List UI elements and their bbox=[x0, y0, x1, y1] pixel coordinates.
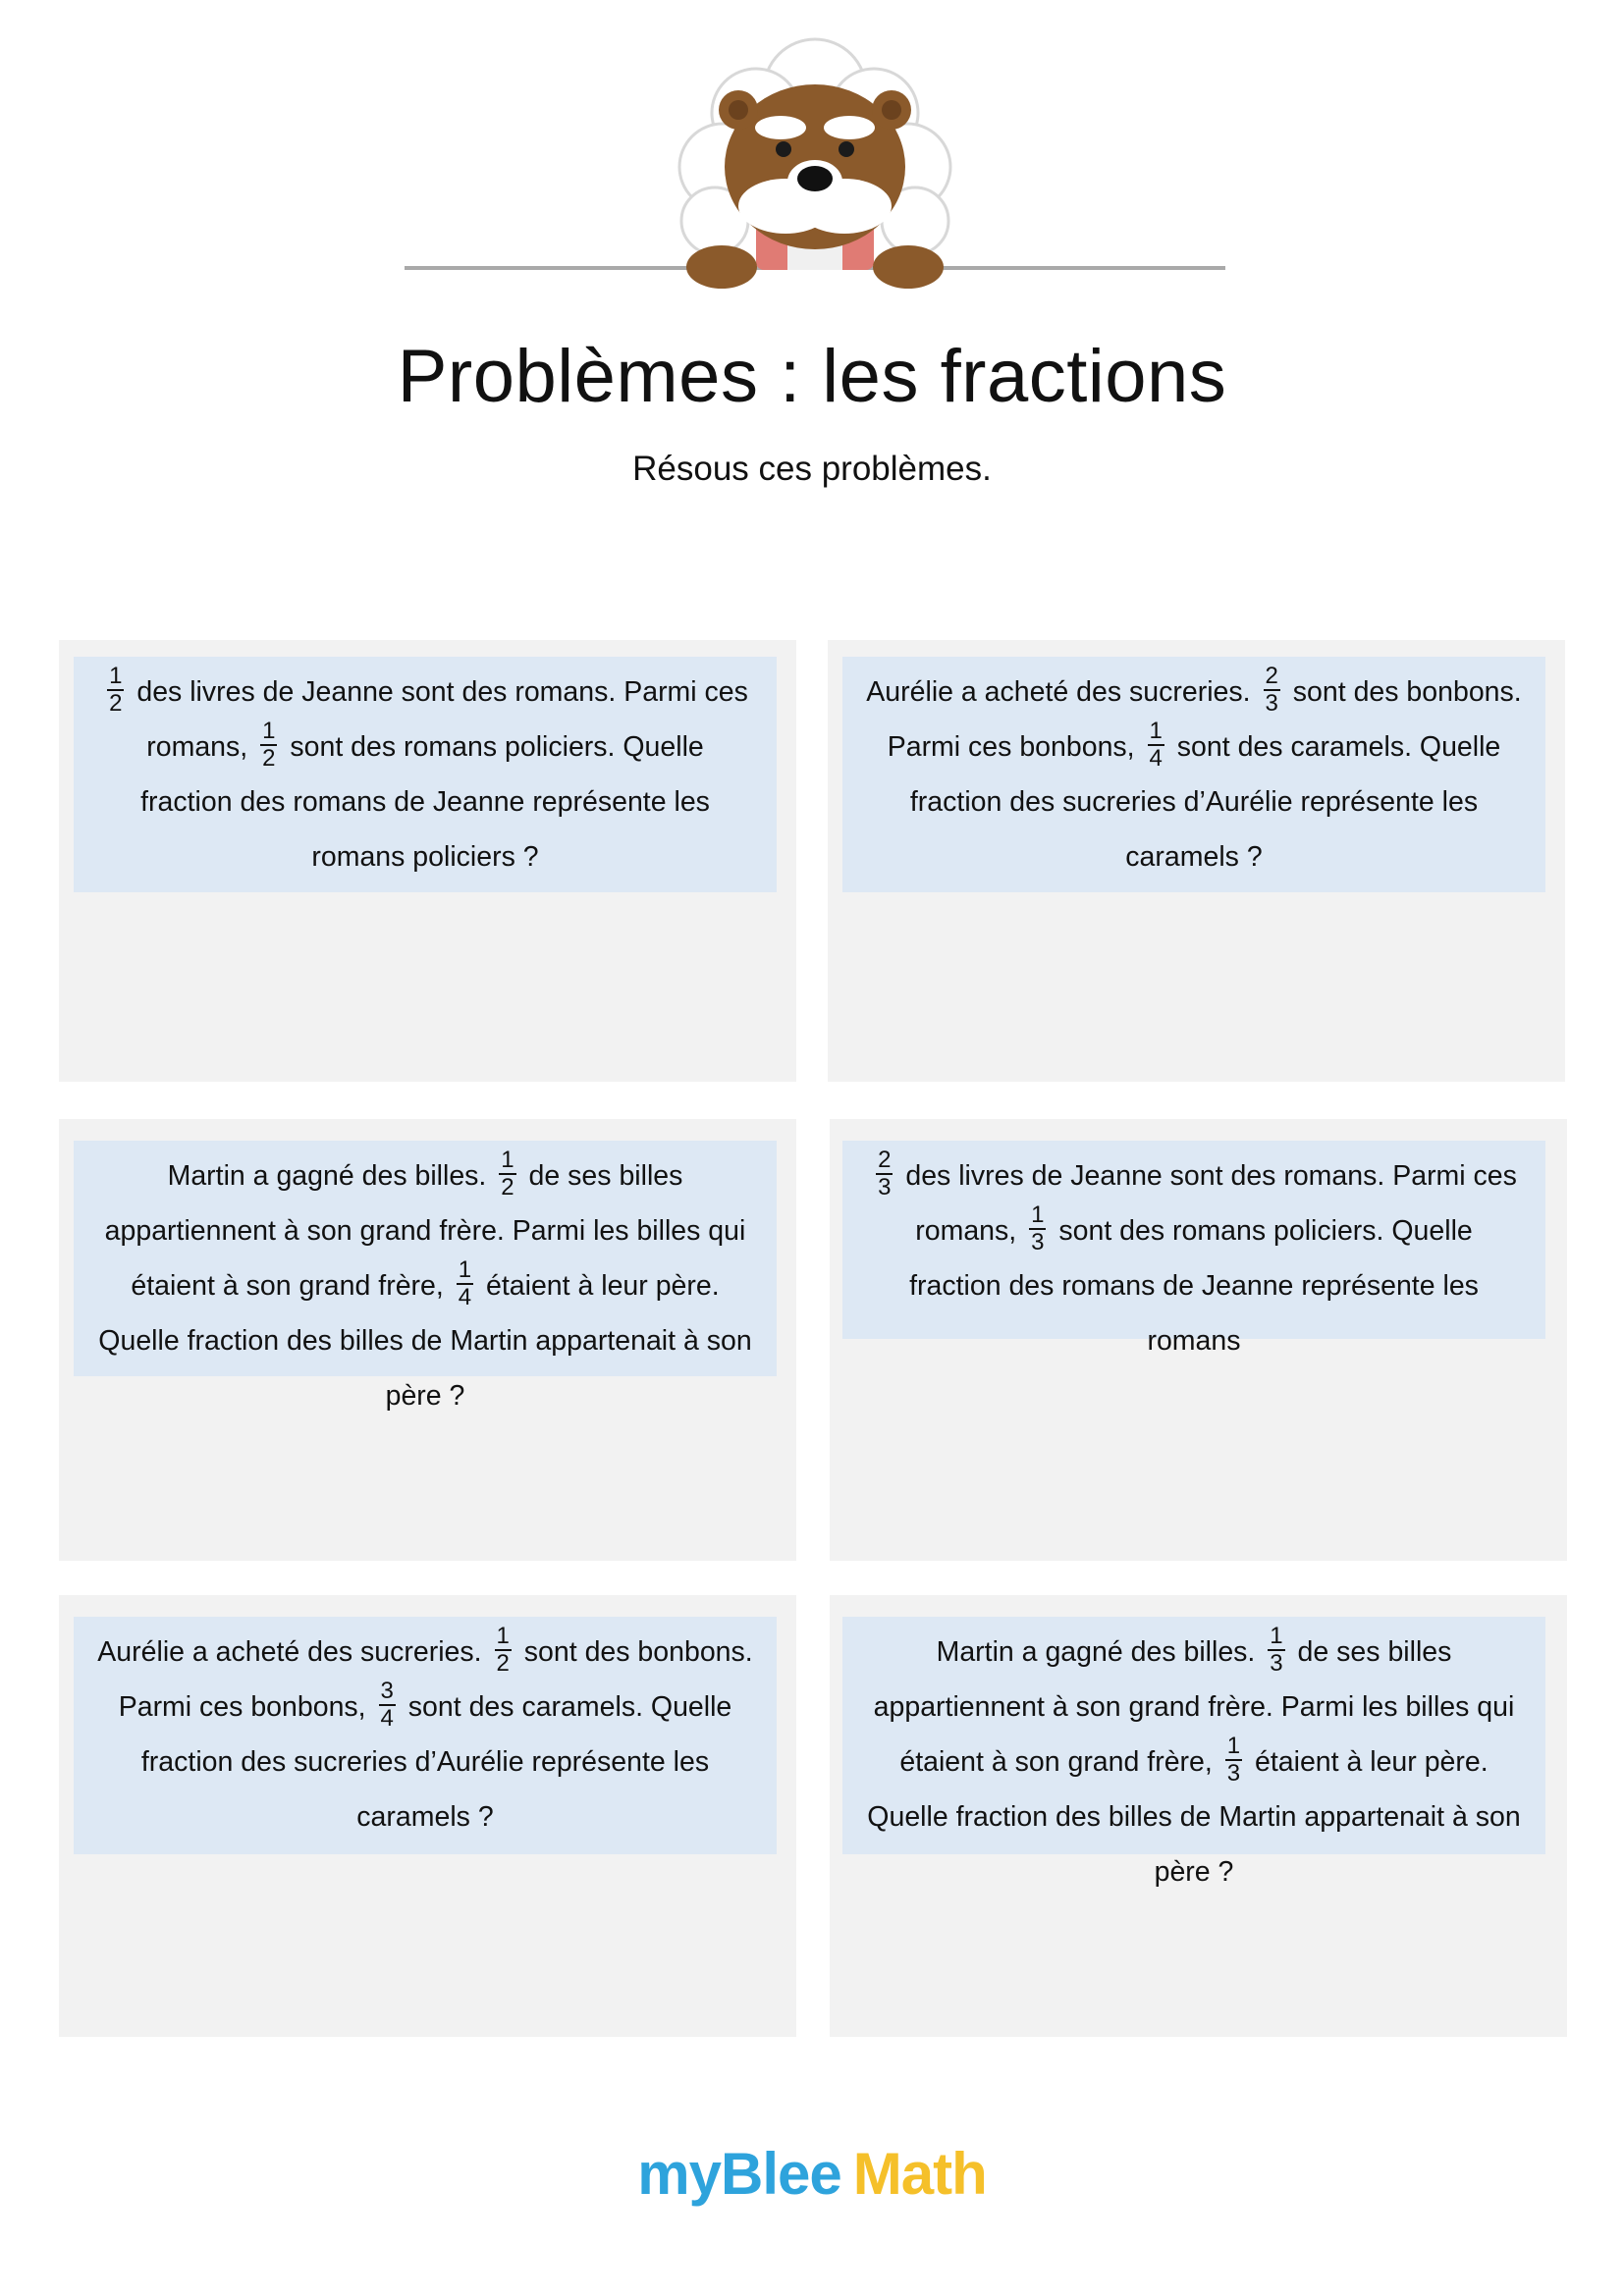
problem-text: Martin a gagné des billes. bbox=[167, 1160, 495, 1192]
logo-blee: Blee bbox=[720, 2141, 841, 2207]
fraction-numerator: 1 bbox=[1226, 1733, 1241, 1760]
problem-statement bbox=[74, 1141, 777, 1412]
fraction bbox=[876, 1148, 893, 1200]
fraction-numerator: 3 bbox=[380, 1678, 394, 1705]
problem-text: Martin a gagné des billes. bbox=[936, 1636, 1264, 1668]
problem-card bbox=[830, 1119, 1567, 1561]
fraction-numerator: 2 bbox=[878, 1147, 892, 1174]
problem-text: Aurélie a acheté des sucreries. bbox=[866, 676, 1259, 708]
fraction-denominator: 2 bbox=[262, 745, 276, 773]
bear-mascot-illustration bbox=[403, 20, 1227, 304]
problem-text: sont des bonbons. Parmi ces bonbons, bbox=[118, 1636, 753, 1723]
problem-text: de ses billes appartiennent à son grand frère. Parmi les billes qui étaient à son grand frère, bbox=[104, 1160, 746, 1302]
problem-text: sont des caramels. Quelle fraction des sucreries d’Aurélie représente les caramels ? bbox=[140, 1691, 732, 1833]
problem-text: sont des caramels. Quelle fraction des sucreries d’Aurélie représente les caramels ? bbox=[909, 731, 1501, 873]
fraction bbox=[379, 1680, 396, 1731]
problem-text: de ses billes appartiennent à son grand frère. Parmi les billes qui étaient à son grand frère, bbox=[873, 1636, 1515, 1778]
problem-text: sont des romans policiers. Quelle fraction des romans de Jeanne représente les romans bbox=[909, 1215, 1479, 1357]
problem-statement bbox=[842, 1617, 1545, 1888]
problem-statement bbox=[74, 657, 777, 892]
mybleemath-logo bbox=[0, 2140, 1624, 2208]
problem-text: Aurélie a acheté des sucreries. bbox=[97, 1636, 490, 1668]
fraction bbox=[1225, 1735, 1242, 1786]
problem-text: étaient à leur père. Quelle fraction des billes de Martin appartenait à son père ? bbox=[98, 1270, 752, 1412]
fraction bbox=[499, 1148, 515, 1200]
fraction bbox=[107, 665, 124, 716]
problem-text: sont des romans policiers. Quelle fraction des romans de Jeanne représente les romans policiers ? bbox=[140, 731, 710, 873]
problem-text: étaient à leur père. Quelle fraction des billes de Martin appartenait à son père ? bbox=[867, 1746, 1521, 1888]
fraction bbox=[1029, 1203, 1046, 1255]
problem-text: sont des bonbons. Parmi ces bonbons, bbox=[887, 676, 1522, 763]
fraction bbox=[457, 1258, 473, 1309]
problem-statement bbox=[74, 1617, 777, 1854]
fraction-numerator: 1 bbox=[1031, 1201, 1045, 1229]
problem-text: des livres de Jeanne sont des romans. Parmi ces romans, bbox=[129, 676, 748, 763]
logo-my: my bbox=[637, 2141, 721, 2207]
problem-card bbox=[59, 640, 796, 1082]
fraction-numerator: 1 bbox=[501, 1147, 514, 1174]
fraction-numerator: 1 bbox=[458, 1256, 472, 1284]
fraction-denominator: 3 bbox=[878, 1174, 892, 1201]
problem-card bbox=[59, 1595, 796, 2037]
problem-statement bbox=[842, 657, 1545, 892]
fraction-numerator: 1 bbox=[109, 663, 123, 690]
fraction bbox=[495, 1625, 512, 1676]
fraction-denominator: 4 bbox=[380, 1705, 394, 1733]
fraction-denominator: 3 bbox=[1265, 690, 1278, 718]
problem-card bbox=[828, 640, 1565, 1082]
fraction-numerator: 1 bbox=[1149, 718, 1163, 745]
fraction-numerator: 1 bbox=[496, 1623, 510, 1650]
problem-card bbox=[59, 1119, 796, 1561]
fraction-denominator: 2 bbox=[496, 1650, 510, 1678]
fraction-denominator: 3 bbox=[1270, 1650, 1283, 1678]
problem-statement bbox=[842, 1141, 1545, 1357]
fraction-numerator: 1 bbox=[262, 718, 276, 745]
page-title: Problèmes : les fractions bbox=[397, 335, 1227, 418]
fraction bbox=[1264, 665, 1280, 716]
page-instructions: Résous ces problèmes. bbox=[632, 450, 992, 488]
fraction-numerator: 1 bbox=[1270, 1623, 1283, 1650]
fraction-denominator: 2 bbox=[109, 690, 123, 718]
fraction-denominator: 3 bbox=[1226, 1760, 1241, 1788]
fraction bbox=[1268, 1625, 1284, 1676]
problem-text: des livres de Jeanne sont des romans. Parmi ces romans, bbox=[897, 1160, 1517, 1247]
fraction-denominator: 4 bbox=[458, 1284, 472, 1311]
fraction-denominator: 2 bbox=[501, 1174, 514, 1201]
problem-card bbox=[830, 1595, 1567, 2037]
fraction-numerator: 2 bbox=[1265, 663, 1278, 690]
fraction-denominator: 3 bbox=[1031, 1229, 1045, 1256]
fraction bbox=[260, 720, 277, 771]
fraction bbox=[1148, 720, 1164, 771]
logo-math: Math bbox=[852, 2141, 987, 2207]
fraction-denominator: 4 bbox=[1149, 745, 1163, 773]
